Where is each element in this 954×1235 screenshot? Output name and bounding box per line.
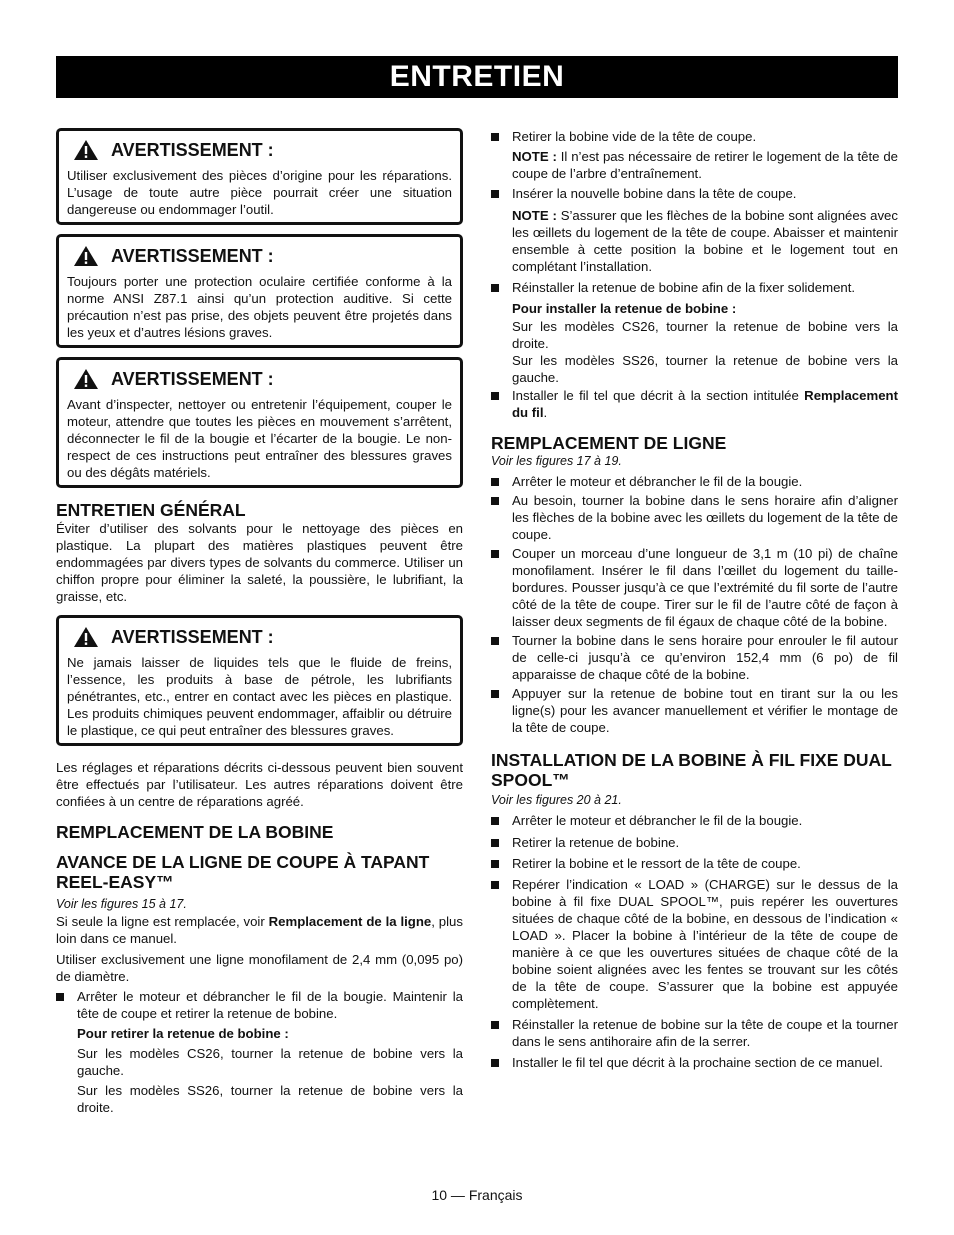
list-item: Couper un morceau d’une longueur de 3,1 m (10 pi) de chaîne monofilament. Insérer le fil dans l’œillet du logement du taille-bordures. Pousser jusqu’à ce que l’extrémité du fil sorte de l’autre côté de la tête de coupe. Tirer sur le fil de l’autre côté de façon à laisser deux segments de fil égaux de chaque côté de la bobine. <box>491 545 898 630</box>
list-item: Tourner la bobine dans le sens horaire pour enrouler le fil autour de celle-ci jusqu’à ce qu’environ 152,4 mm (6 po) de fil apparaisse de chaque côté de la bobine. <box>491 632 898 683</box>
list-item: Installer le fil tel que décrit à la section intitulée Remplacement du fil. <box>491 387 898 421</box>
paragraph: Sur les modèles CS26, tourner la retenue de bobine vers la gauche. <box>77 1046 463 1078</box>
list-item: Arrêter le moteur et débrancher le fil de la bougie. <box>491 812 898 829</box>
list-item: Arrêter le moteur et débrancher le fil de la bougie. Maintenir la tête de coupe et retirer la retenue de bobine. <box>56 988 463 1022</box>
warning-box <box>56 234 463 348</box>
section-heading: ENTRETIEN GÉNÉRAL <box>56 500 246 520</box>
figure-reference: Voir les figures 20 à 21. <box>491 793 622 807</box>
page-title: ENTRETIEN <box>56 56 898 98</box>
warning-title: AVERTISSEMENT : <box>111 369 274 389</box>
list-item: Retirer la bobine vide de la tête de coupe. <box>491 128 898 145</box>
paragraph: Sur les modèles CS26, tourner la retenue de bobine vers la droite. <box>512 319 898 351</box>
warning-icon <box>73 368 99 390</box>
list-item: Appuyer sur la retenue de bobine tout en tirant sur la ou les ligne(s) pour les avancer manuellement et vérifier le montage de la tête de coupe. <box>491 685 898 736</box>
bullet-list <box>491 128 898 145</box>
warning-text: Ne jamais laisser de liquides tels que le fluide de freins, l’essence, les produits à base de pétrole, les lubrifiants pénétrantes, etc., entrer en contact avec les pièces en plastique. Les produits chimiques peuvent endommager, affaiblir ou détruire le plastique, ce qui peut entraîner des blessures graves. <box>67 655 452 738</box>
warning-icon <box>73 245 99 267</box>
section-heading: REMPLACEMENT DE LIGNE <box>491 433 727 453</box>
paragraph: Si seule la ligne est remplacée, voir Remplacement de la ligne, plus loin dans ce manuel. <box>56 914 463 946</box>
bullet-list <box>491 279 898 296</box>
section-heading: AVANCE DE LA LIGNE DE COUPE À TAPANT REEL-EASY™ <box>56 852 430 892</box>
paragraph: Sur les modèles SS26, tourner la retenue de bobine vers la droite. <box>77 1083 463 1115</box>
list-item: Installer le fil tel que décrit à la prochaine section de ce manuel. <box>491 1054 898 1071</box>
warning-icon <box>73 139 99 161</box>
figure-reference: Voir les figures 15 à 17. <box>56 897 187 911</box>
bullet-list <box>491 185 898 202</box>
warning-text: Avant d’inspecter, nettoyer ou entretenir l’équipement, couper le moteur, attendre que toutes les pièces en mouvement s’arrêtent, déconnecter le fil de la bougie et l’écarter de la bougie. Le non-respect de ces instructions peut entraîner des blessures graves ou des dégâts matériels. <box>67 397 452 480</box>
note: NOTE : S’assurer que les flèches de la bobine sont alignées avec les œillets du logement de la tête de coupe. Abaisser et maintenir ensemble à cette position la bobine et le logement tout en complétant l’installation. <box>512 208 898 274</box>
bullet-list <box>491 473 898 736</box>
warning-box <box>56 615 463 746</box>
warning-title: AVERTISSEMENT : <box>111 246 274 266</box>
paragraph: Utiliser exclusivement une ligne monofilament de 2,4 mm (0,095 po) de diamètre. <box>56 952 463 984</box>
paragraph: Sur les modèles SS26, tourner la retenue de bobine vers la gauche. <box>512 353 898 385</box>
warning-text: Toujours porter une protection oculaire certifiée conforme à la norme ANSI Z87.1 ainsi qu’un protection auditive. Si cette précaution n’est pas prise, des objets peuvent être projetés dans les yeux et d’autres lésions graves. <box>67 274 452 340</box>
warning-title: AVERTISSEMENT : <box>111 140 274 160</box>
list-item: Retirer la retenue de bobine. <box>491 834 898 851</box>
list-item: Retirer la bobine et le ressort de la tête de coupe. <box>491 855 898 872</box>
subheading: Pour retirer la retenue de bobine : <box>77 1026 289 1041</box>
warning-text: Utiliser exclusivement des pièces d’origine pour les réparations. L’usage de toute autre pièce pourrait créer une situation dangereuse ou endommager l’outil. <box>67 168 452 217</box>
warning-box <box>56 357 463 488</box>
list-item: Réinstaller la retenue de bobine afin de la fixer solidement. <box>491 279 898 296</box>
note: NOTE : Il n’est pas nécessaire de retirer le logement de la tête de coupe de l’arbre d’entraînement. <box>512 149 898 181</box>
warning-icon <box>73 626 99 648</box>
bullet-list <box>491 387 898 421</box>
paragraph: Éviter d’utiliser des solvants pour le nettoyage des pièces en plastique. La plupart des matières plastiques peuvent être endommagées par divers types de solvants du commerce. Utiliser un chiffon propre pour éliminer la saleté, la poussière, le lubrifiant, la graisse, etc. <box>56 521 463 604</box>
warning-box <box>56 128 463 225</box>
list-item: Arrêter le moteur et débrancher le fil de la bougie. <box>491 473 898 490</box>
list-item: Réinstaller la retenue de bobine sur la tête de coupe et la tourner dans le sens antihoraire afin de la serrer. <box>491 1016 898 1050</box>
paragraph: Les réglages et réparations décrits ci-dessous peuvent bien souvent être effectués par l’utilisateur. Les autres réparations doivent être confiées à un centre de réparations agréé. <box>56 760 463 809</box>
left-column <box>56 128 463 1116</box>
list-item: Insérer la nouvelle bobine dans la tête de coupe. <box>491 185 898 202</box>
list-item: Repérer l’indication « LOAD » (CHARGE) sur le dessus de la bobine à fil fixe DUAL SPOOL™, puis repérer les ouvertures situées de chaque côté de la bobine, en dessous de l’indication « LOAD ». Placer la bobine à l’intérieur de la tête de coupe de manière à ce que les ouvertures situées de chaque côté de la bobine soient alignées avec les fentes se trouvant sur les côtés de la tête de coupe. S’assurer que la bobine est appuyée complètement. <box>491 876 898 1012</box>
warning-title: AVERTISSEMENT : <box>111 627 274 647</box>
section-heading: INSTALLATION DE LA BOBINE À FIL FIXE DUAL SPOOL™ <box>491 750 892 790</box>
list-item: Au besoin, tourner la bobine dans le sens horaire afin d’aligner les flèches de la bobine avec les œillets du logement de la tête de coupe. <box>491 492 898 543</box>
figure-reference: Voir les figures 17 à 19. <box>491 454 622 468</box>
bullet-list <box>491 812 898 1071</box>
page-footer: 10 — Français <box>431 1187 523 1203</box>
section-heading: REMPLACEMENT DE LA BOBINE <box>56 822 334 842</box>
bullet-list <box>56 988 463 1022</box>
subheading: Pour installer la retenue de bobine : <box>512 301 737 316</box>
right-column <box>491 128 898 1071</box>
